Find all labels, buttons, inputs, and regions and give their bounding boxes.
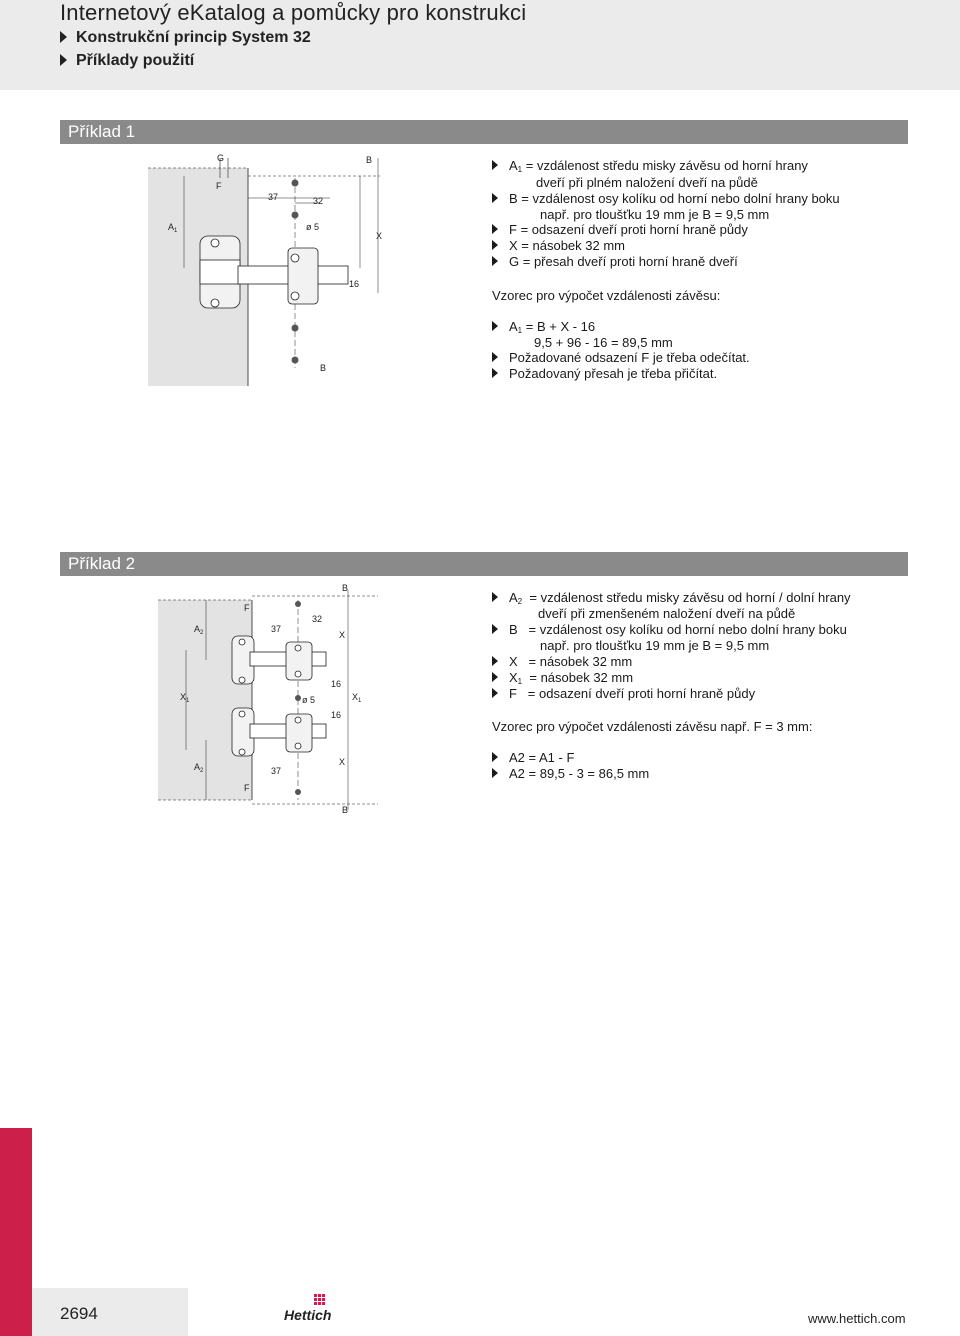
hole-icon xyxy=(292,325,299,332)
formula-note-1: Požadované odsazení F je třeba odečítat. xyxy=(492,350,750,366)
screw-icon xyxy=(211,239,219,247)
hole-icon xyxy=(292,180,299,187)
label-32: 32 xyxy=(313,196,324,206)
label-x1-right: $X_1$ xyxy=(352,692,362,704)
triangle-right-icon xyxy=(492,160,498,170)
triangle-right-icon xyxy=(492,193,498,203)
triangle-right-icon xyxy=(492,768,498,778)
label-a1: $A_1$ xyxy=(168,222,178,234)
label-16: 16 xyxy=(349,279,360,289)
bullet-b: B = vzdálenost osy kolíku od horní nebo dolní hrany boku xyxy=(492,191,840,207)
page-header xyxy=(0,0,960,90)
triangle-right-icon xyxy=(492,224,498,234)
section-title: Příklad 2 xyxy=(68,554,136,573)
section-header-example-2 xyxy=(60,552,908,576)
hinge-diagram-example-1 xyxy=(140,148,400,386)
screw-icon xyxy=(291,254,299,262)
bullet-x: X = násobek 32 mm xyxy=(492,238,625,254)
label-f-bottom: F xyxy=(244,783,250,793)
label-b-bottom: B xyxy=(342,805,349,815)
hole-icon xyxy=(295,601,301,607)
formula-note-2: Požadovaný přesah je třeba přičítat. xyxy=(492,366,717,382)
screw-icon xyxy=(295,645,301,651)
bullet-f: F = odsazení dveří proti horní hraně půdy xyxy=(492,686,755,702)
logo-mark-icon xyxy=(314,1294,325,1305)
label-f-top: F xyxy=(244,603,250,613)
label-f: F xyxy=(216,181,222,191)
screw-icon xyxy=(239,711,245,717)
formula-2-line-2: A2 = 89,5 - 3 = 86,5 mm xyxy=(492,766,649,782)
label-x-bottom: X xyxy=(339,757,346,767)
triangle-right-icon xyxy=(492,592,498,602)
triangle-right-icon xyxy=(492,240,498,250)
label-d5: ø 5 xyxy=(306,222,320,232)
triangle-right-icon xyxy=(60,54,67,66)
hinge-diagram-example-2 xyxy=(158,580,380,820)
screw-icon xyxy=(239,749,245,755)
bullet-g: G = přesah dveří proti horní hraně dveří xyxy=(492,254,738,270)
screw-icon xyxy=(291,292,299,300)
section-title: Příklad 1 xyxy=(68,122,136,141)
bullet-b: B = vzdálenost osy kolíku od horní nebo dolní hrany boku xyxy=(492,622,847,638)
triangle-right-icon xyxy=(492,688,498,698)
bullet-x1: $X_1$ = násobek 32 mm xyxy=(492,670,633,690)
formula-line-1: $A_1 = B + X - 16$ xyxy=(492,319,595,339)
label-b-bottom: B xyxy=(320,363,327,373)
label-37: 37 xyxy=(268,192,279,202)
triangle-right-icon xyxy=(60,31,67,43)
label-16b: 16 xyxy=(331,710,342,720)
page-title: Internetový eKatalog a pomůcky pro konstrukci xyxy=(60,0,527,25)
triangle-right-icon xyxy=(492,656,498,666)
screw-icon xyxy=(295,717,301,723)
triangle-right-icon xyxy=(492,352,498,362)
bullet-a2-continuation: dveří při zmenšeném naložení dveří na půdě xyxy=(538,606,796,621)
page-number-box xyxy=(32,1288,188,1336)
door-panel xyxy=(158,600,252,800)
label-g: G xyxy=(217,153,225,163)
triangle-right-icon xyxy=(492,672,498,682)
label-a2-top: $A_2$ xyxy=(194,624,204,636)
bullet-b-continuation: např. pro tloušťku 19 mm je B = 9,5 mm xyxy=(540,638,770,653)
formula-title-2: Vzorec pro výpočet vzdálenosti závěsu např. F = 3 mm: xyxy=(492,719,813,734)
triangle-right-icon xyxy=(492,321,498,331)
bullet-a1-continuation: dveří při plném naložení dveří na půdě xyxy=(536,175,758,190)
bullet-b-continuation: např. pro tloušťku 19 mm je B = 9,5 mm xyxy=(540,207,770,222)
label-d5: ø 5 xyxy=(302,695,316,705)
label-b-top: B xyxy=(342,583,349,593)
formula-title-1: Vzorec pro výpočet vzdálenosti závěsu: xyxy=(492,288,721,303)
triangle-right-icon xyxy=(492,624,498,634)
label-x-top: X xyxy=(339,630,346,640)
label-16a: 16 xyxy=(331,679,342,689)
hole-icon xyxy=(295,789,301,795)
bullet-f: F = odsazení dveří proti horní hraně půdy xyxy=(492,222,748,238)
logo-text: Hettich xyxy=(284,1307,332,1323)
screw-icon xyxy=(295,743,301,749)
screw-icon xyxy=(295,671,301,677)
label-b-top: B xyxy=(366,155,373,165)
page-number: 2694 xyxy=(60,1304,98,1323)
hinge-cup xyxy=(200,260,240,284)
breadcrumb-item-1[interactable]: Konstrukční princip System 32 xyxy=(60,28,311,48)
screw-icon xyxy=(239,677,245,683)
bullet-a1: $A_1$ = vzdálenost středu misky závěsu od horní hrany xyxy=(492,158,808,178)
chapter-marker xyxy=(0,1128,32,1336)
triangle-right-icon xyxy=(492,752,498,762)
label-x: X xyxy=(376,231,383,241)
label-37-top: 37 xyxy=(271,624,282,634)
formula-line-2: 9,5 + 96 - 16 = 89,5 mm xyxy=(534,335,673,350)
screw-icon xyxy=(239,639,245,645)
breadcrumb-item-2[interactable]: Příklady použití xyxy=(60,51,194,71)
bullet-x: X = násobek 32 mm xyxy=(492,654,632,670)
hole-icon xyxy=(295,695,301,701)
triangle-right-icon xyxy=(492,368,498,378)
formula-2-line-1: A2 = A1 - F xyxy=(492,750,574,766)
label-x1-left: $X_1$ xyxy=(180,692,190,704)
bullet-a2: $A_2$ = vzdálenost středu misky závěsu od horní / dolní hrany xyxy=(492,590,851,610)
screw-icon xyxy=(211,299,219,307)
label-a2-bottom: $A_2$ xyxy=(194,762,204,774)
website-link[interactable]: www.hettich.com xyxy=(808,1311,906,1326)
triangle-right-icon xyxy=(492,256,498,266)
hole-icon xyxy=(292,212,299,219)
hole-icon xyxy=(292,357,299,364)
label-37-bottom: 37 xyxy=(271,766,282,776)
hettich-logo[interactable] xyxy=(282,1292,334,1328)
label-32: 32 xyxy=(312,614,323,624)
section-header-example-1 xyxy=(60,120,908,144)
